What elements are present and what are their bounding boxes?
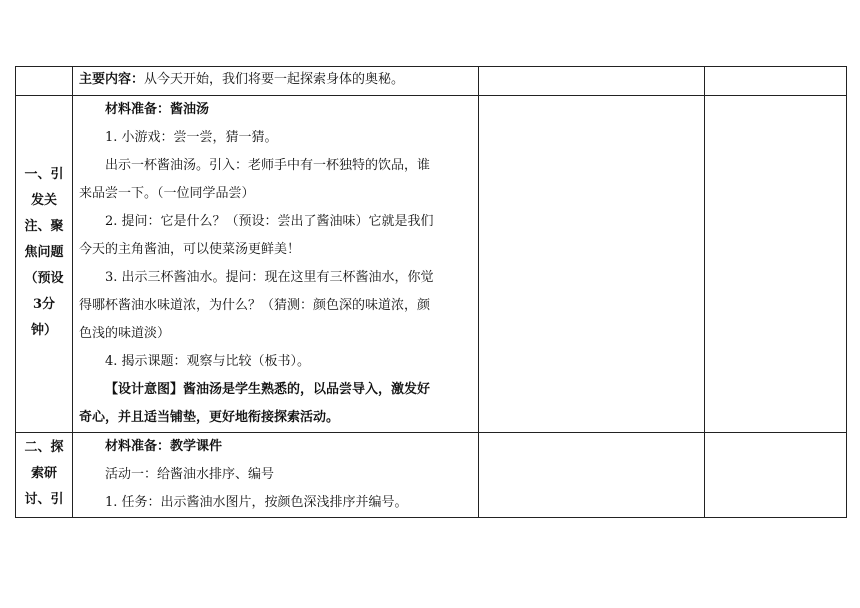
blank-cell (479, 433, 705, 518)
stage-line: 焦问题 (24, 245, 64, 260)
stage-line: 钟） (30, 323, 57, 338)
lesson-plan-table (15, 66, 847, 518)
section-1-content-cell (73, 96, 479, 433)
paragraph-line: 来品尝一下。（一位同学品尝） (79, 186, 255, 201)
stage-line: 讨、引 (24, 492, 64, 507)
paragraph-line: 今天的主角酱油，可以使菜汤更鲜美！ (79, 242, 301, 257)
stage-line: 3分 (32, 297, 56, 312)
materials-value: 教学课件 (170, 439, 223, 454)
stage-line: 索研 (30, 466, 57, 481)
blank-cell (705, 433, 847, 518)
materials-value: 酱油汤 (170, 102, 210, 117)
section-row-1 (16, 96, 847, 433)
stage-cell-empty (16, 67, 73, 96)
blank-cell (479, 67, 705, 96)
stage-line: （预设 (24, 271, 64, 286)
intro-content-cell (73, 67, 479, 96)
intro-text: 从今天开始，我们将要一起探索身体的奥秘。 (144, 72, 405, 87)
stage-cell-2 (16, 433, 73, 518)
stage-line: 一、引 (24, 167, 64, 182)
blank-cell (479, 96, 705, 433)
blank-cell (705, 96, 847, 433)
paragraph-line: 色浅的味道淡） (79, 326, 171, 341)
step-1: 1. 任务：出示酱油水图片，按颜色深浅排序并编号。 (105, 495, 408, 510)
materials-label: 材料准备： (105, 439, 171, 454)
intro-label: 主要内容： (79, 72, 145, 87)
step-2: 2. 提问：它是什么？（预设：尝出了酱油味）它就是我们 (105, 214, 434, 229)
blank-cell (705, 67, 847, 96)
paragraph-line: 得哪杯酱油水味道浓，为什么？（猜测：颜色深的味道浓，颜 (79, 298, 431, 313)
stage-line: 注、聚 (24, 219, 64, 234)
intro-row (16, 67, 847, 96)
step-1: 1. 小游戏：尝一尝，猜一猜。 (105, 130, 278, 145)
design-intent-cont: 奇心，并且适当铺垫，更好地衔接探索活动。 (79, 410, 340, 425)
step-4: 4. 揭示课题：观察与比较（板书）。 (105, 354, 311, 369)
stage-line: 发关 (30, 193, 57, 208)
materials-label: 材料准备： (105, 102, 171, 117)
step-3: 3. 出示三杯酱油水。提问：现在这里有三杯酱油水，你觉 (105, 270, 434, 285)
stage-cell-1 (16, 96, 73, 433)
design-intent: 【设计意图】酱油汤是学生熟悉的，以品尝导入，激发好 (105, 382, 431, 397)
stage-line: 二、探 (24, 440, 64, 455)
section-2-content-cell (73, 433, 479, 518)
section-row-2 (16, 433, 847, 518)
paragraph-line: 出示一杯酱油汤。引入：老师手中有一杯独特的饮品，谁 (105, 158, 431, 173)
activity-title: 活动一：给酱油水排序、编号 (105, 467, 275, 482)
